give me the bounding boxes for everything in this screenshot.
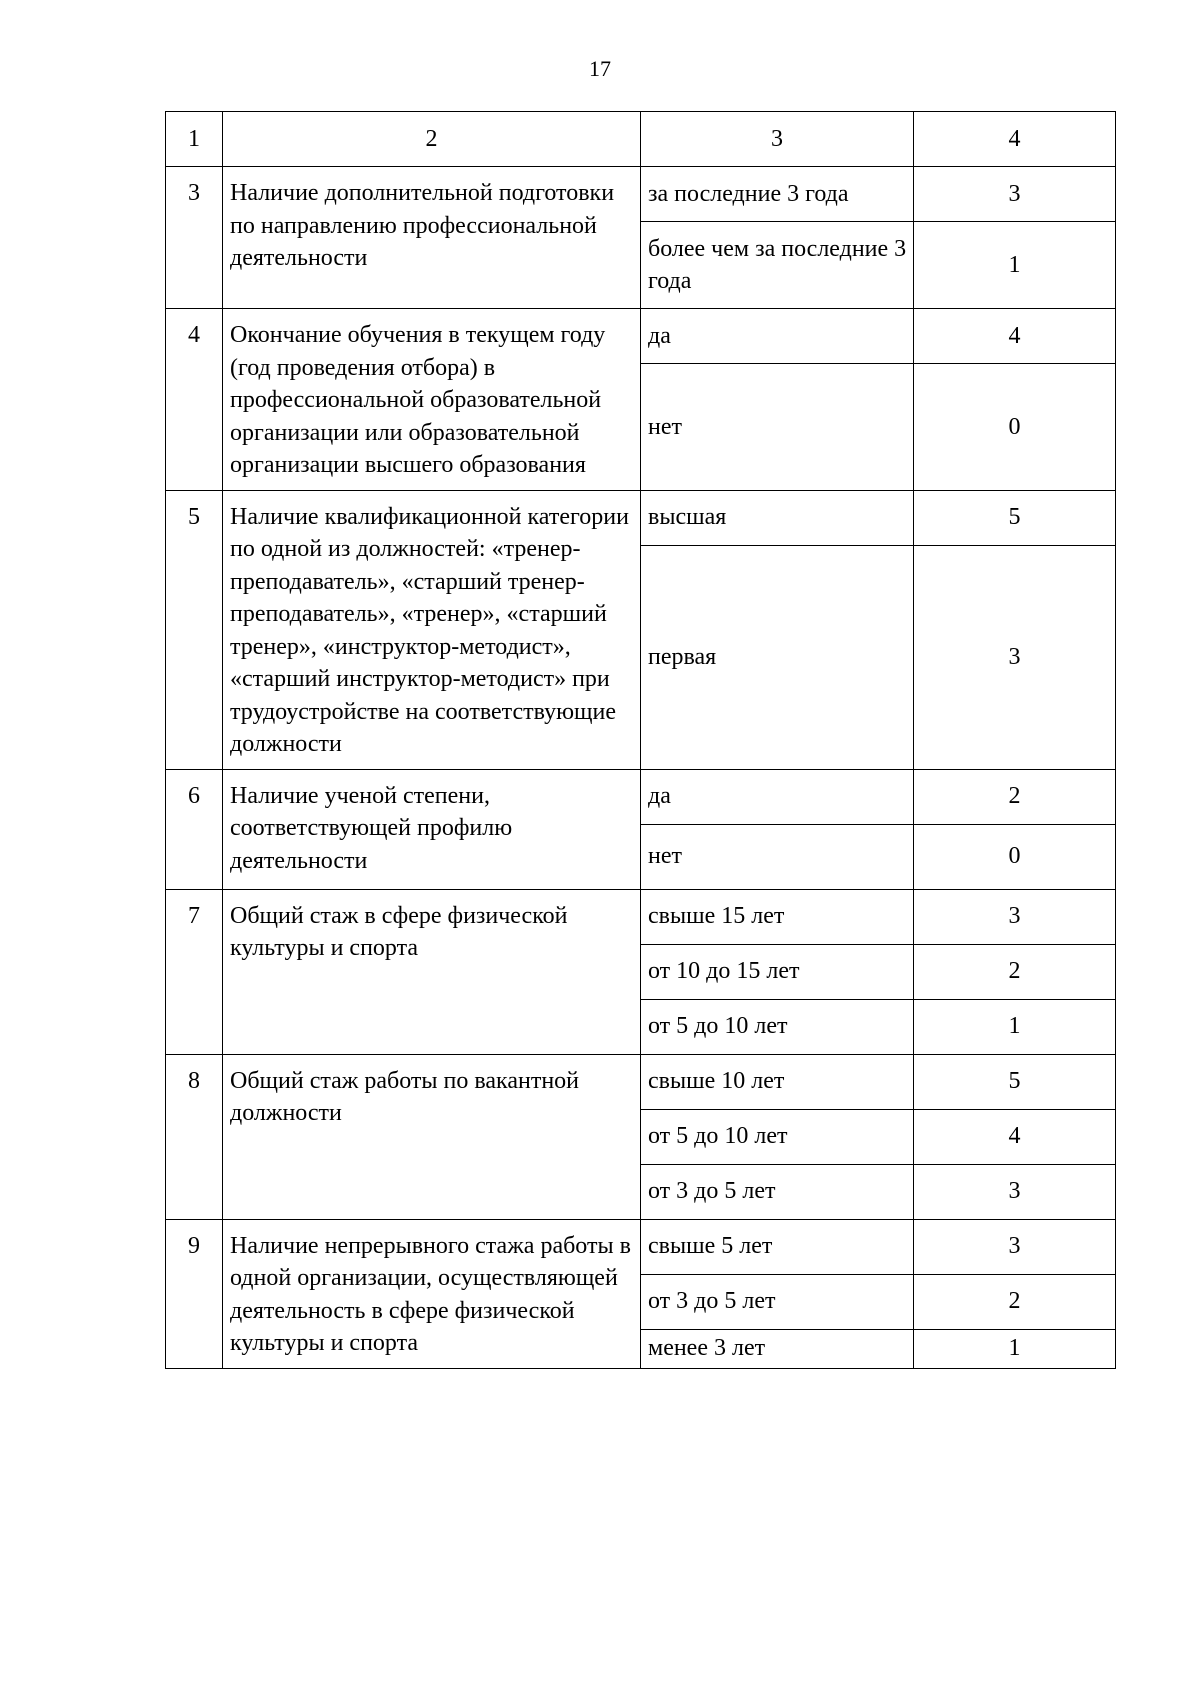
row-number: 5 — [166, 490, 223, 769]
row-number: 6 — [166, 769, 223, 889]
points-cell: 0 — [914, 364, 1116, 491]
points-cell: 1 — [914, 999, 1116, 1054]
table-row — [166, 1054, 1116, 1109]
row-number: 4 — [166, 309, 223, 491]
option-cell: от 3 до 5 лет — [641, 1274, 914, 1329]
points-cell: 3 — [914, 889, 1116, 944]
points-cell: 1 — [914, 1329, 1116, 1368]
option-cell: от 10 до 15 лет — [641, 944, 914, 999]
criterion-cell: Наличие квалификационной категории по одной из должностей: «тренер-преподаватель», «старший тренер-преподаватель», «тренер», «старший тренер», «инструктор-методист», «старший инструктор-методист» при трудоустройстве на соответствующие должности — [223, 490, 641, 769]
criteria-table — [165, 111, 1116, 1369]
points-cell: 2 — [914, 944, 1116, 999]
option-cell: от 5 до 10 лет — [641, 1109, 914, 1164]
criterion-cell: Наличие дополнительной подготовки по направлению профессиональной деятельности — [223, 167, 641, 309]
points-cell: 4 — [914, 1109, 1116, 1164]
points-cell: 5 — [914, 1054, 1116, 1109]
row-number: 8 — [166, 1054, 223, 1219]
option-cell: да — [641, 769, 914, 824]
table-row — [166, 1219, 1116, 1274]
table-row — [166, 167, 1116, 222]
table-row — [166, 889, 1116, 944]
option-cell: менее 3 лет — [641, 1329, 914, 1368]
option-cell: свыше 10 лет — [641, 1054, 914, 1109]
points-cell: 3 — [914, 167, 1116, 222]
criterion-cell: Окончание обучения в текущем году (год проведения отбора) в профессиональной образовательной организации или образовательной организации высшего образования — [223, 309, 641, 491]
column-header: 2 — [223, 112, 641, 167]
option-cell: более чем за последние 3 года — [641, 222, 914, 309]
column-header: 1 — [166, 112, 223, 167]
row-number: 7 — [166, 889, 223, 1054]
points-cell: 2 — [914, 769, 1116, 824]
points-cell: 2 — [914, 1274, 1116, 1329]
column-header: 4 — [914, 112, 1116, 167]
option-cell: свыше 15 лет — [641, 889, 914, 944]
points-cell: 3 — [914, 1164, 1116, 1219]
table-row — [166, 769, 1116, 824]
criterion-cell: Общий стаж работы по вакантной должности — [223, 1054, 641, 1219]
table-header-row — [166, 112, 1116, 167]
option-cell: первая — [641, 545, 914, 769]
points-cell: 4 — [914, 309, 1116, 364]
criterion-cell: Наличие ученой степени, соответствующей профилю деятельности — [223, 769, 641, 889]
points-cell: 1 — [914, 222, 1116, 309]
points-cell: 5 — [914, 490, 1116, 545]
table-row — [166, 309, 1116, 364]
page-number: 17 — [589, 56, 611, 81]
option-cell: свыше 5 лет — [641, 1219, 914, 1274]
points-cell: 3 — [914, 545, 1116, 769]
row-number: 9 — [166, 1219, 223, 1368]
row-number: 3 — [166, 167, 223, 309]
option-cell: нет — [641, 824, 914, 889]
option-cell: от 5 до 10 лет — [641, 999, 914, 1054]
table-row — [166, 490, 1116, 545]
criterion-cell: Наличие непрерывного стажа работы в одной организации, осуществляющей деятельность в сфере физической культуры и спорта — [223, 1219, 641, 1368]
points-cell: 0 — [914, 824, 1116, 889]
criterion-cell: Общий стаж в сфере физической культуры и спорта — [223, 889, 641, 1054]
option-cell: высшая — [641, 490, 914, 545]
option-cell: за последние 3 года — [641, 167, 914, 222]
points-cell: 3 — [914, 1219, 1116, 1274]
option-cell: от 3 до 5 лет — [641, 1164, 914, 1219]
option-cell: нет — [641, 364, 914, 491]
option-cell: да — [641, 309, 914, 364]
column-header: 3 — [641, 112, 914, 167]
